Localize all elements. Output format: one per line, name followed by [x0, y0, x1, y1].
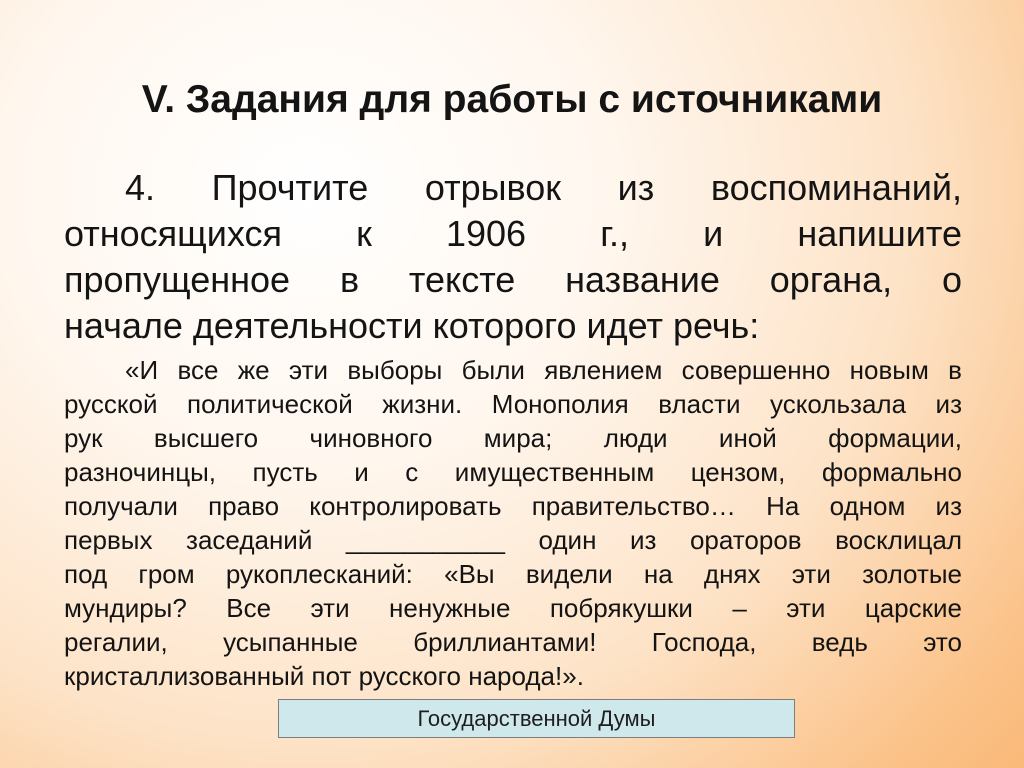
quote-line: кристаллизованный пот русского народа!».	[64, 661, 584, 691]
quote-line: первых заседаний ___________ один из ораторов восклицал	[64, 525, 962, 555]
answer-box: Государственной Думы	[278, 699, 795, 738]
quote-line: получали право контролировать правительство… На одном из	[64, 491, 962, 521]
quote-line: «И все же эти выборы были явлением совершенно новым в	[125, 355, 962, 385]
quote-line: мундиры? Все эти ненужные побрякушки – эти царские	[64, 593, 962, 623]
task-line: 4. Прочтите отрывок из воспоминаний,	[125, 167, 962, 208]
quote-line: русской политической жизни. Монополия власти ускользала из	[64, 389, 962, 419]
task-paragraph	[64, 165, 962, 349]
task-line: относящихся к 1906 г., и напишите	[64, 213, 962, 254]
quote-line: под гром рукоплесканий: «Вы видели на днях эти золотые	[64, 559, 962, 589]
task-line: начале деятельности которого идет речь:	[64, 305, 760, 346]
source-quote	[64, 353, 962, 693]
quote-line: рук высшего чиновного мира; люди иной формации,	[64, 423, 962, 453]
quote-line: регалии, усыпанные бриллиантами! Господа, ведь это	[64, 627, 962, 657]
quote-line: разночинцы, пусть и с имущественным цензом, формально	[64, 457, 962, 487]
task-line: пропущенное в тексте название органа, о	[64, 259, 962, 300]
slide-title: V. Задания для работы с источниками	[141, 78, 883, 121]
